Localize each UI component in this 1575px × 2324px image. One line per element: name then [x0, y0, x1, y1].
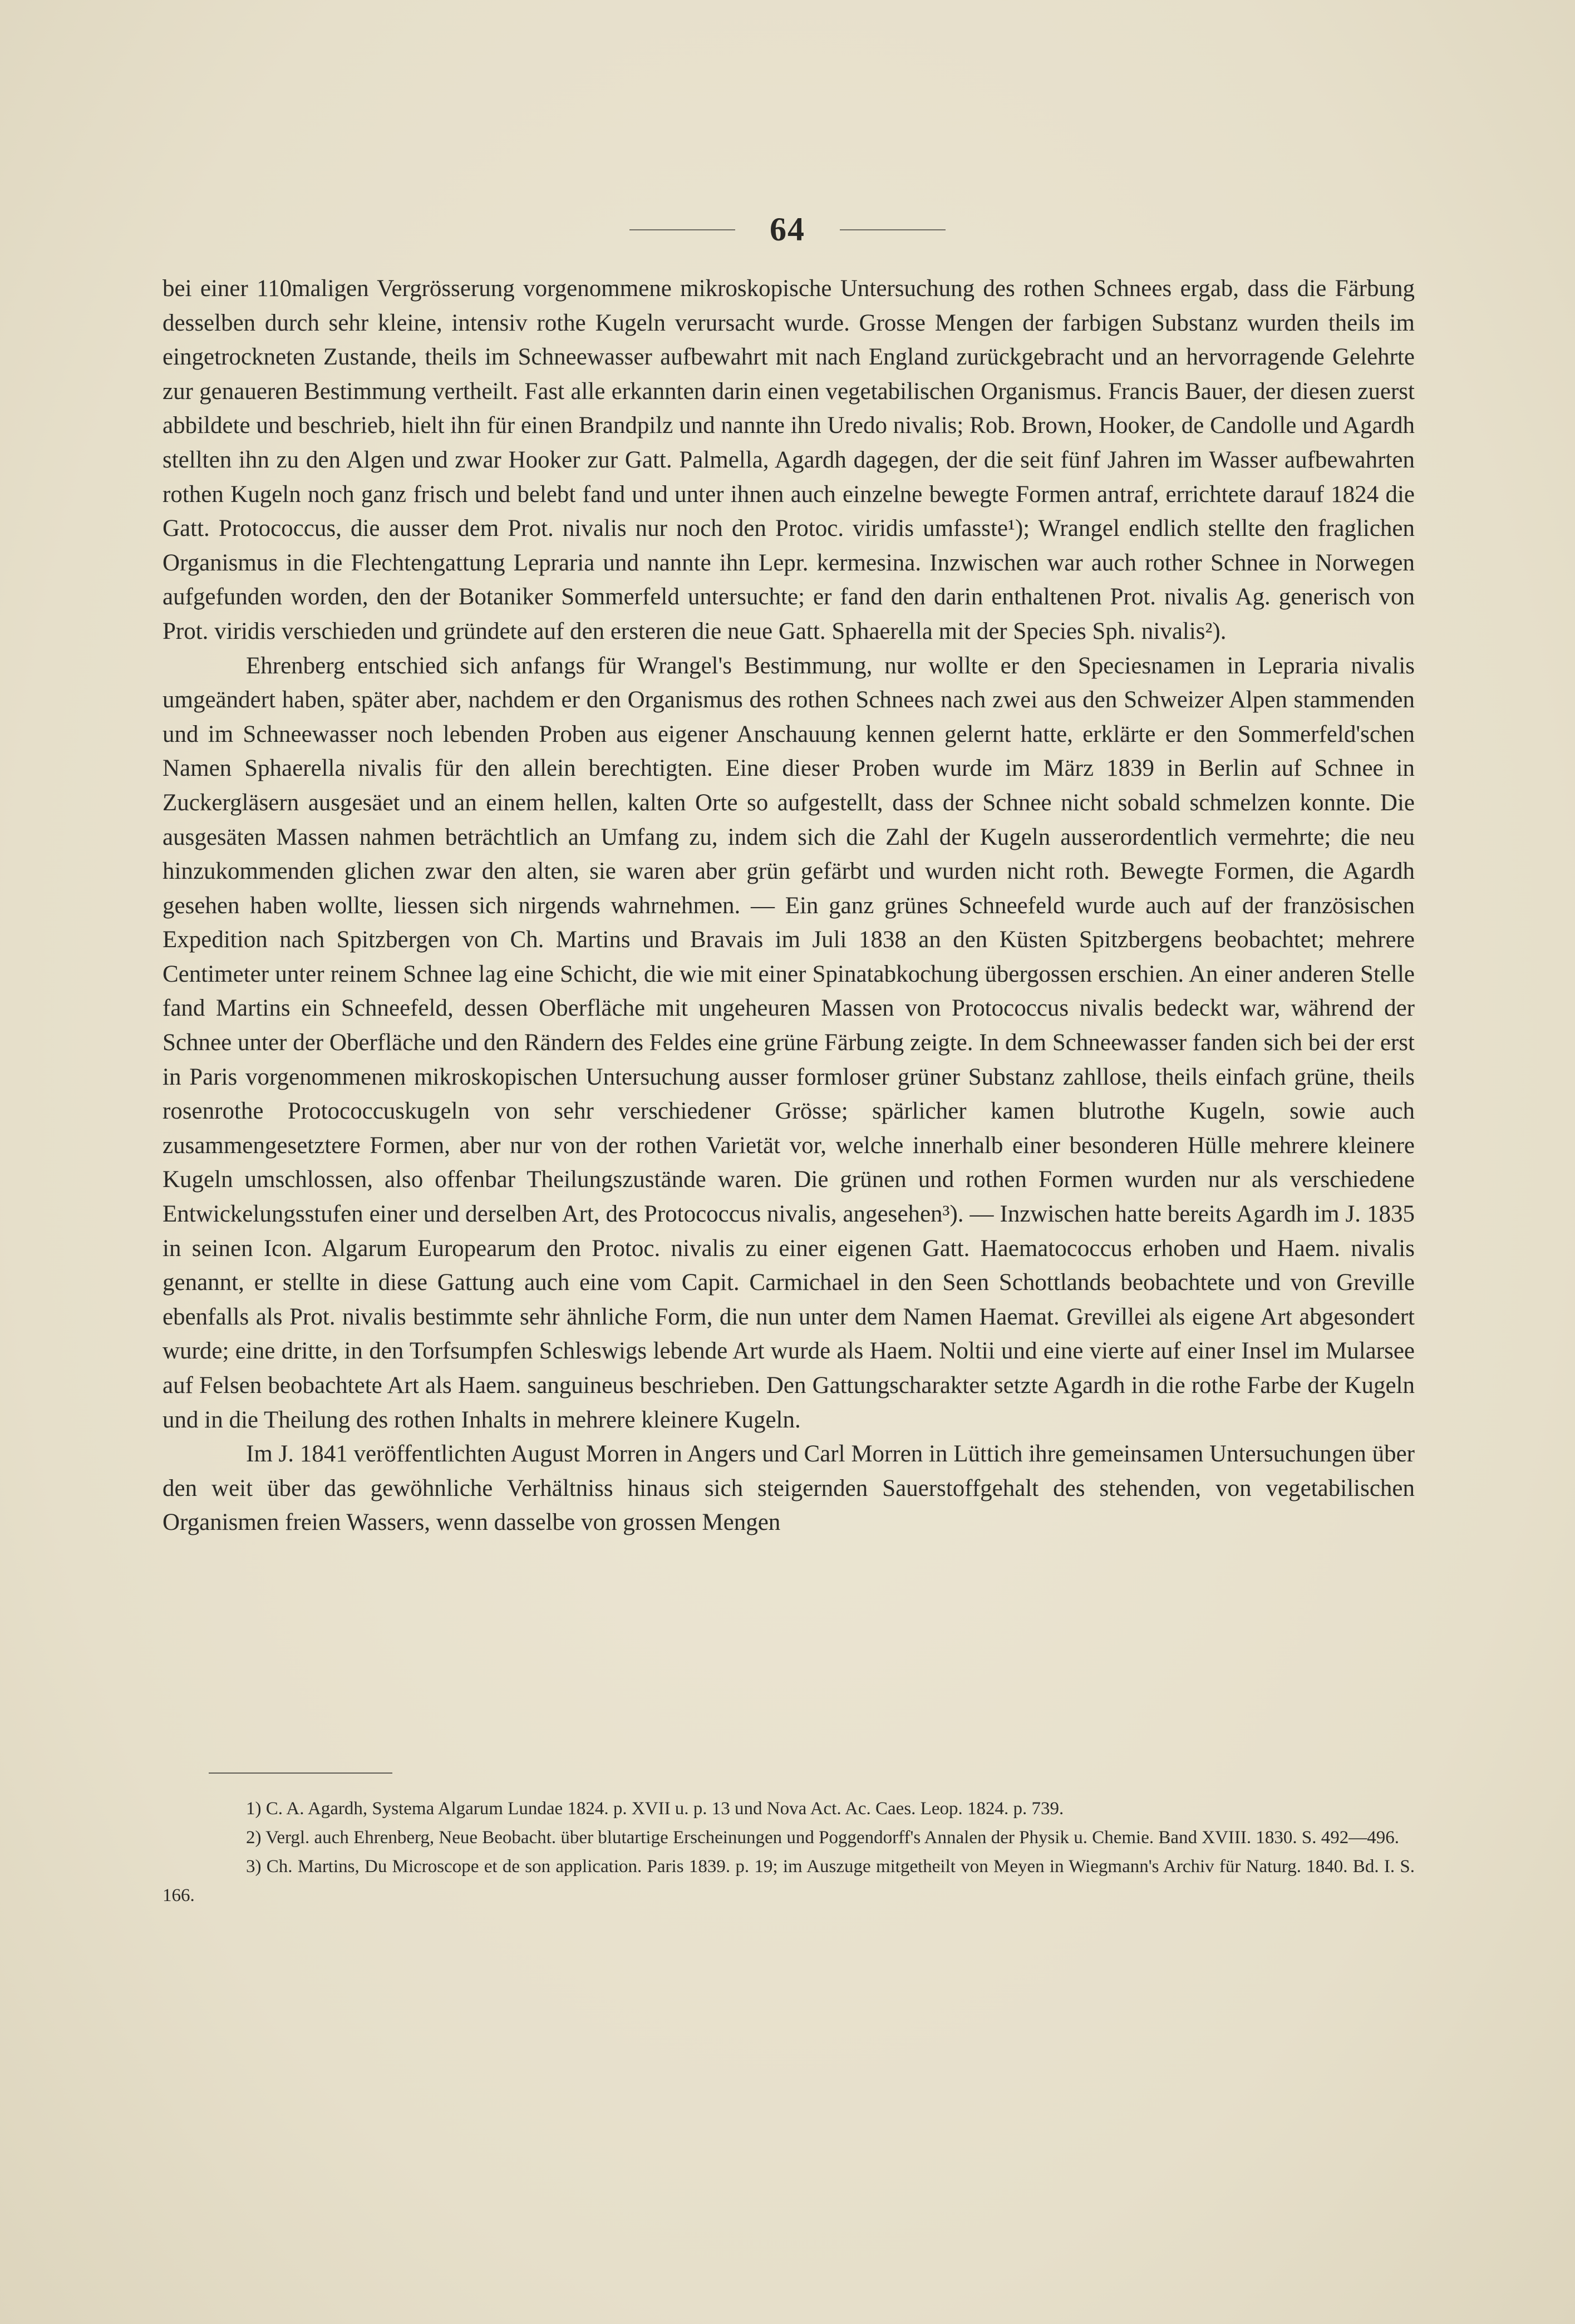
header-rule-right: [840, 229, 946, 230]
main-text: [163, 272, 1415, 1540]
paragraph-2: Ehrenberg entschied sich anfangs für Wrangel's Bestimmung, nur wollte er den Speciesnamen in Lepraria nivalis umgeändert haben, später aber, nachdem er den Organismus des rothen Schnees nach zwei aus den Schweizer Alpen stammenden und im Schneewasser noch lebenden Proben aus eigener Anschauung kennen gelernt hatte, erklärte er den Sommerfeld'schen Namen Sphaerella nivalis für den allein berechtigten. Eine dieser Proben wurde im März 1839 in Berlin auf Schnee in Zuckergläsern ausgesäet und an einem hellen, kalten Orte so aufgestellt, dass der Schnee nicht sobald schmelzen konnte. Die ausgesäten Massen nahmen beträchtlich an Umfang zu, indem sich die Zahl der Kugeln ausserordentlich vermehrte; die neu hinzukommenden glichen zwar den alten, sie waren aber grün gefärbt und wurden nicht roth. Bewegte Formen, die Agardh gesehen haben wollte, liessen sich nirgends wahrnehmen. — Ein ganz grünes Schneefeld wurde auch auf der französischen Expedition nach Spitzbergen von Ch. Martins und Bravais im Juli 1838 an den Küsten Spitzbergens beobachtet; mehrere Centimeter unter reinem Schnee lag eine Schicht, die wie mit einer Spinatabkochung übergossen erschien. An einer anderen Stelle fand Martins ein Schneefeld, dessen Oberfläche mit ungeheuren Massen von Protococcus nivalis bedeckt war, während der Schnee unter der Oberfläche und den Rändern des Feldes eine grüne Färbung zeigte. In dem Schneewasser fanden sich bei der erst in Paris vorgenommenen mikroskopischen Untersuchung ausser formloser grüner Substanz zahllose, theils einfach grüne, theils rosenrothe Protococcuskugeln von sehr verschiedener Grösse; spärlicher kamen blutrothe Kugeln, sowie auch zusammengesetztere Formen, aber nur von der rothen Varietät vor, welche innerhalb einer besonderen Hülle mehrere kleinere Kugeln umschlossen, also offenbar Theilungszustände waren. Die grünen und rothen Formen wurden nur als verschiedene Entwickelungsstufen einer und derselben Art, des Protococcus nivalis, angesehen³). — Inzwischen hatte bereits Agardh im J. 1835 in seinen Icon. Algarum Europearum den Protoc. nivalis zu einer eigenen Gatt. Haematococcus erhoben und Haem. nivalis genannt, er stellte in diese Gattung auch eine vom Capit. Carmichael in den Seen Schottlands beobachtete und von Greville ebenfalls als Prot. nivalis bestimmte sehr ähnliche Form, die nun unter dem Namen Haemat. Grevillei als eigene Art abgesondert wurde; eine dritte, in den Torfsumpfen Schleswigs lebende Art wurde als Haem. Noltii und eine vierte auf einer Insel im Mularsee auf Felsen beobachtete Art als Haem. sanguineus beschrieben. Den Gattungscharakter setzte Agardh in die rothe Farbe der Kugeln und in die Theilung des rothen Inhalts in mehrere kleinere Kugeln.: [163, 652, 1415, 1433]
page-number: 64: [770, 211, 805, 248]
paragraph-3: Im J. 1841 veröffentlichten August Morren in Angers und Carl Morren in Lüttich ihre gemeinsamen Untersuchungen über den weit über das gewöhnliche Verhältniss hinaus sich steigernden Sauerstoffgehalt des stehenden, von vegetabilischen Organismen freien Wassers, wenn dasselbe von grossen Mengen: [163, 1441, 1415, 1536]
page-header: [0, 210, 1575, 249]
footnote-1: 1) C. A. Agardh, Systema Algarum Lundae 1824. p. XVII u. p. 13 und Nova Act. Ac. Caes. Leop. 1824. p. 739.: [246, 1799, 1064, 1819]
footnote-separator: [209, 1772, 392, 1774]
paragraph-1: bei einer 110maligen Vergrösserung vorgenommene mikroskopische Untersuchung des rothen Schnees ergab, dass die Färbung desselben durch sehr kleine, intensiv rothe Kugeln verursacht wurde. Grosse Mengen der farbigen Substanz wurden theils im eingetrockneten Zustande, theils im Schneewasser aufbewahrt mit nach England zurückgebracht und an hervorragende Gelehrte zur genaueren Bestimmung vertheilt. Fast alle erkannten darin einen vegetabilischen Organismus. Francis Bauer, der diesen zuerst abbildete und beschrieb, hielt ihn für einen Brandpilz und nannte ihn Uredo nivalis; Rob. Brown, Hooker, de Candolle und Agardh stellten ihn zu den Algen und zwar Hooker zur Gatt. Palmella, Agardh dagegen, der die seit fünf Jahren im Wasser aufbewahrten rothen Kugeln noch ganz frisch und belebt fand und unter ihnen auch einzelne bewegte Formen antraf, errichtete darauf 1824 die Gatt. Protococcus, die ausser dem Prot. nivalis nur noch den Protoc. viridis umfasste¹); Wrangel endlich stellte den fraglichen Organismus in die Flechtengattung Lepraria und nannte ihn Lepr. kermesina. Inzwischen war auch rother Schnee in Norwegen aufgefunden worden, den der Botaniker Sommerfeld untersuchte; er fand den darin enthaltenen Prot. nivalis Ag. generisch von Prot. viridis verschieden und gründete auf den ersteren die neue Gatt. Sphaerella mit der Species Sph. nivalis²).: [163, 275, 1415, 644]
footnote-3: 3) Ch. Martins, Du Microscope et de son application. Paris 1839. p. 19; im Auszuge mitgetheilt von Meyen in Wiegmann's Archiv für Naturg. 1840. Bd. I. S. 166.: [163, 1857, 1415, 1906]
header-rule-left: [629, 229, 735, 230]
footnotes: [163, 1794, 1415, 1910]
footnote-2: 2) Vergl. auch Ehrenberg, Neue Beobacht. über blutartige Erscheinungen und Poggendorff's Annalen der Physik u. Chemie. Band XVIII. 1830. S. 492—496.: [246, 1828, 1400, 1848]
